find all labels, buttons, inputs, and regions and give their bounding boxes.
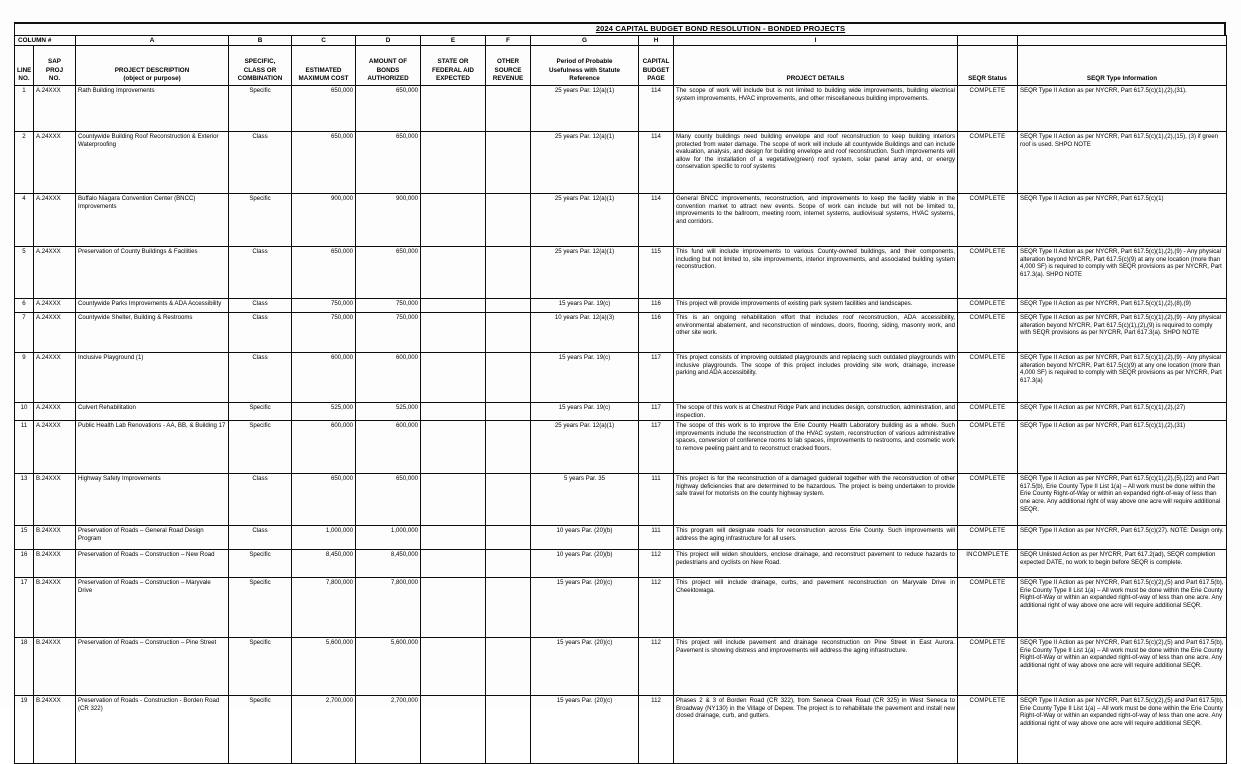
cell-capital-budget-page: 111 <box>639 526 674 550</box>
cell-sap-project-number: A.24XXX <box>34 421 76 474</box>
column-hash-label: COLUMN # <box>15 36 76 46</box>
cell-period-of-probable-usefulness: 10 years Par. (20)(b) <box>531 550 639 578</box>
cell-line-number: 6 <box>15 299 34 313</box>
cell-project-details: This project will provide improvements of existing park system facilities and landscapes. <box>674 299 958 313</box>
cell-seqr-status: COMPLETE <box>958 353 1018 403</box>
cell-seqr-status: COMPLETE <box>958 194 1018 247</box>
cell-sap-project-number: A.24XXX <box>34 86 76 132</box>
cell-sap-project-number: A.24XXX <box>34 299 76 313</box>
table-row <box>15 299 1227 313</box>
cell-project-description: Preservation of Roads – General Road Design Program <box>76 526 229 550</box>
cell-sap-project-number: B.24XXX <box>34 550 76 578</box>
cell-state-or-federal-aid-expected <box>421 194 486 247</box>
cell-specific-class-combination: Class <box>229 353 292 403</box>
cell-amount-of-bonds-authorized: 525,000 <box>356 403 421 421</box>
cell-period-of-probable-usefulness: 15 years Par. 19(c) <box>531 403 639 421</box>
column-header-seqr-type-information: SEQR Type Information <box>1018 46 1227 86</box>
cell-seqr-status: INCOMPLETE <box>958 550 1018 578</box>
cell-project-description: Inclusive Playground (1) <box>76 353 229 403</box>
cell-other-source-revenue <box>486 194 531 247</box>
table-row <box>15 550 1227 578</box>
cell-project-description: Public Health Lab Renovations - AA, BB, & Building 17 <box>76 421 229 474</box>
cell-seqr-type-information: SEQR Type II Action as per NYCRR, Part 617.5(c)(1),(2),(9) - Any physical alteration beyond NYCRR, Part 617.5(c)(9) at any one location (more than 4,000 SF) is required to comply with SEQR provisions as per NYCRR, Part 617.3(a). SHPO NOTE <box>1018 247 1227 299</box>
cell-state-or-federal-aid-expected <box>421 421 486 474</box>
cell-project-description: Preservation of Roads - Construction - Borden Road (CR 322) <box>76 696 229 764</box>
cell-other-source-revenue <box>486 638 531 696</box>
cell-period-of-probable-usefulness: 25 years Par. 12(a)(1) <box>531 247 639 299</box>
column-letter-C: C <box>292 36 356 46</box>
cell-seqr-type-information: SEQR Type II Action as per NYCRR, Part 617.5(c)(1),(2),(27) <box>1018 403 1227 421</box>
cell-line-number: 5 <box>15 247 34 299</box>
cell-seqr-status: COMPLETE <box>958 696 1018 764</box>
cell-capital-budget-page: 112 <box>639 550 674 578</box>
cell-period-of-probable-usefulness: 15 years Par. 19(c) <box>531 353 639 403</box>
column-header-other-source-revenue: OTHER SOURCE REVENUE <box>486 46 531 86</box>
column-letter-E: E <box>421 36 486 46</box>
column-letter-I: I <box>674 36 958 46</box>
cell-specific-class-combination: Specific <box>229 86 292 132</box>
cell-state-or-federal-aid-expected <box>421 696 486 764</box>
cell-amount-of-bonds-authorized: 650,000 <box>356 474 421 526</box>
cell-capital-budget-page: 114 <box>639 194 674 247</box>
cell-amount-of-bonds-authorized: 750,000 <box>356 313 421 353</box>
table-row <box>15 578 1227 638</box>
cell-sap-project-number: B.24XXX <box>34 696 76 764</box>
cell-project-details: General BNCC improvements, reconstruction, and improvements to keep the facility viable in the convention market to attract new events. Scope of work can include but will not be limited to, improvements to the ballroom, meeting room, internet systems, audiovisual systems, HVAC systems, and corridors. <box>674 194 958 247</box>
cell-specific-class-combination: Class <box>229 247 292 299</box>
cell-seqr-type-information: SEQR Unlisted Action as per NYCRR, Part 617.2(ad), SEQR completion expected DATE, no work to begin before SEQR is complete. <box>1018 550 1227 578</box>
cell-project-description: Preservation of Roads – Construction – Maryvale Drive <box>76 578 229 638</box>
cell-capital-budget-page: 117 <box>639 353 674 403</box>
cell-seqr-status: COMPLETE <box>958 526 1018 550</box>
cell-project-details: This is an ongoing rehabilitation effort that includes roof reconstruction, ADA accessibility, environmental abatement, and reconstruction of windows, doors, flooring, siding, masonry work, and other site work. <box>674 313 958 353</box>
cell-other-source-revenue <box>486 550 531 578</box>
cell-project-description: Preservation of Roads – Construction – New Road <box>76 550 229 578</box>
cell-specific-class-combination: Class <box>229 474 292 526</box>
cell-amount-of-bonds-authorized: 7,800,000 <box>356 578 421 638</box>
cell-capital-budget-page: 112 <box>639 578 674 638</box>
table-row <box>15 132 1227 194</box>
column-letter-blank <box>1018 36 1227 46</box>
cell-specific-class-combination: Specific <box>229 578 292 638</box>
cell-sap-project-number: B.24XXX <box>34 526 76 550</box>
cell-project-details: The scope of this work is to improve the Erie County Health Laboratory building as a whole. Such improvements include the reconstruction of the HVAC system, reconstruction of various administrative spaces, conversion of conference rooms to lab spaces, improvements to restrooms, and cosmetic work to remove peeling paint and to reconstruct cracked floors. <box>674 421 958 474</box>
cell-line-number: 13 <box>15 474 34 526</box>
column-letter-A: A <box>76 36 229 46</box>
cell-state-or-federal-aid-expected <box>421 247 486 299</box>
cell-other-source-revenue <box>486 403 531 421</box>
cell-seqr-type-information: SEQR Type II Action as per NYCRR, Part 617.5(c)(2),(5) and Part 617.5(b), Erie County Type II List 1(a) – All work must be done within the Erie County Right-of-Way or within an expanded right-of-way of less than one acre. Any additional right of way above one acre will require additional SEQR. <box>1018 638 1227 696</box>
table-row <box>15 696 1227 764</box>
cell-state-or-federal-aid-expected <box>421 313 486 353</box>
cell-seqr-type-information: SEQR Type II Action as per NYCRR, Part 617.5(c)(1),(2),(15), (3) if green roof is used. SHPO NOTE <box>1018 132 1227 194</box>
cell-seqr-type-information: SEQR Type II Action as per NYCRR, Part 617.5(c)(1),(2),(8),(9) <box>1018 299 1227 313</box>
cell-seqr-status: COMPLETE <box>958 86 1018 132</box>
cell-specific-class-combination: Specific <box>229 194 292 247</box>
column-letter-blank <box>958 36 1018 46</box>
cell-amount-of-bonds-authorized: 900,000 <box>356 194 421 247</box>
cell-other-source-revenue <box>486 313 531 353</box>
cell-amount-of-bonds-authorized: 600,000 <box>356 353 421 403</box>
cell-other-source-revenue <box>486 86 531 132</box>
cell-specific-class-combination: Specific <box>229 550 292 578</box>
cell-estimated-maximum-cost: 525,000 <box>292 403 356 421</box>
cell-state-or-federal-aid-expected <box>421 353 486 403</box>
cell-state-or-federal-aid-expected <box>421 299 486 313</box>
cell-capital-budget-page: 117 <box>639 421 674 474</box>
cell-state-or-federal-aid-expected <box>421 526 486 550</box>
cell-period-of-probable-usefulness: 15 years Par. 19(c) <box>531 299 639 313</box>
cell-state-or-federal-aid-expected <box>421 578 486 638</box>
column-header-sap-proj-no: SAP PROJ NO. <box>34 46 76 86</box>
cell-project-details: This project will widen shoulders, enclose drainage, and reconstruct pavement to reduce hazards to pedestrians and cyclists on New Road. <box>674 550 958 578</box>
cell-specific-class-combination: Specific <box>229 403 292 421</box>
cell-specific-class-combination: Specific <box>229 638 292 696</box>
column-header-specific-class-or-combination: SPECIFIC, CLASS OR COMBINATION <box>229 46 292 86</box>
column-header-amount-of-bonds-authorized: AMOUNT OF BONDS AUTHORIZED <box>356 46 421 86</box>
cell-estimated-maximum-cost: 650,000 <box>292 474 356 526</box>
cell-specific-class-combination: Class <box>229 526 292 550</box>
cell-period-of-probable-usefulness: 25 years Par. 12(a)(1) <box>531 132 639 194</box>
cell-sap-project-number: B.24XXX <box>34 474 76 526</box>
cell-line-number: 7 <box>15 313 34 353</box>
cell-specific-class-combination: Specific <box>229 696 292 764</box>
bond-resolution-table <box>14 35 1227 764</box>
cell-estimated-maximum-cost: 750,000 <box>292 313 356 353</box>
cell-project-description: Preservation of Roads – Construction – Pine Street <box>76 638 229 696</box>
cell-amount-of-bonds-authorized: 2,700,000 <box>356 696 421 764</box>
cell-state-or-federal-aid-expected <box>421 86 486 132</box>
cell-project-details: This project will include drainage, curbs, and pavement reconstruction on Maryvale Drive in Cheektowaga. <box>674 578 958 638</box>
cell-capital-budget-page: 112 <box>639 638 674 696</box>
column-header-project-description-object-or-purpos: PROJECT DESCRIPTION (object or purpose) <box>76 46 229 86</box>
cell-other-source-revenue <box>486 299 531 313</box>
cell-seqr-status: COMPLETE <box>958 247 1018 299</box>
cell-project-description: Countywide Parks Improvements & ADA Accessibility <box>76 299 229 313</box>
column-letter-H: H <box>639 36 674 46</box>
cell-seqr-type-information: SEQR Type II Action as per NYCRR, Part 617.5(c)(2),(5) and Part 617.5(b), Erie County Type II List 1(a) – All work must be done within the Erie County Right-of-Way or within an expanded right-of-way of less than one acre. Any additional right of way above one acre will require additional SEQR. <box>1018 696 1227 764</box>
cell-line-number: 15 <box>15 526 34 550</box>
cell-project-details: The scope of this work is at Chestnut Ridge Park and includes design, construction, administration, and inspection. <box>674 403 958 421</box>
cell-seqr-status: COMPLETE <box>958 403 1018 421</box>
cell-sap-project-number: A.24XXX <box>34 194 76 247</box>
cell-project-description: Rath Building Improvements <box>76 86 229 132</box>
cell-line-number: 18 <box>15 638 34 696</box>
cell-state-or-federal-aid-expected <box>421 403 486 421</box>
table-row <box>15 421 1227 474</box>
cell-project-description: Buffalo Niagara Convention Center (BNCC) Improvements <box>76 194 229 247</box>
column-letter-row <box>15 36 1227 46</box>
table-row <box>15 526 1227 550</box>
column-header-estimated-maximum-cost: ESTIMATED MAXIMUM COST <box>292 46 356 86</box>
cell-amount-of-bonds-authorized: 1,000,000 <box>356 526 421 550</box>
table-body <box>15 36 1227 764</box>
column-header-line-no: LINE NO. <box>15 46 34 86</box>
cell-state-or-federal-aid-expected <box>421 474 486 526</box>
cell-seqr-status: COMPLETE <box>958 474 1018 526</box>
cell-capital-budget-page: 114 <box>639 132 674 194</box>
cell-project-details: The scope of work will include but is not limited to building wide improvements, building electrical system improvements, HVAC improvements, and other miscellaneous building improvements. <box>674 86 958 132</box>
table-row <box>15 403 1227 421</box>
cell-period-of-probable-usefulness: 25 years Par. 12(a)(1) <box>531 194 639 247</box>
cell-estimated-maximum-cost: 7,800,000 <box>292 578 356 638</box>
cell-seqr-status: COMPLETE <box>958 421 1018 474</box>
table-row <box>15 474 1227 526</box>
cell-sap-project-number: A.24XXX <box>34 353 76 403</box>
cell-capital-budget-page: 111 <box>639 474 674 526</box>
cell-seqr-type-information: SEQR Type II Action as per NYCRR, Part 617.5(c)(2),(5) and Part 617.5(b), Erie County Type II List 1(a) – All work must be done within the Erie County Right-of-Way or within an expanded right-of-way of less than one acre. Any additional right of way above one acre will require additional SEQR. <box>1018 578 1227 638</box>
title-band <box>14 22 1226 35</box>
cell-line-number: 16 <box>15 550 34 578</box>
cell-sap-project-number: A.24XXX <box>34 247 76 299</box>
cell-specific-class-combination: Class <box>229 313 292 353</box>
cell-other-source-revenue <box>486 526 531 550</box>
cell-seqr-status: COMPLETE <box>958 313 1018 353</box>
cell-sap-project-number: B.24XXX <box>34 578 76 638</box>
cell-state-or-federal-aid-expected <box>421 132 486 194</box>
header-row <box>15 46 1227 86</box>
cell-line-number: 9 <box>15 353 34 403</box>
cell-amount-of-bonds-authorized: 750,000 <box>356 299 421 313</box>
column-letter-D: D <box>356 36 421 46</box>
cell-project-description: Countywide Shelter, Building & Restrooms <box>76 313 229 353</box>
cell-project-details: Phases 2 & 3 of Borden Road (CR 322), from Seneca Creek Road (CR 325) in West Seneca to Broadway (NY130) in the Village of Depew. The project is to rehabilitate the pavement and install new closed drainage, curb, and gutters. <box>674 696 958 764</box>
cell-project-details: This project consists of improving outdated playgrounds and replacing such outdated playgrounds with inclusive playgrounds. The scope of this project includes providing site work, drainage, increase parking and ADA accessibility. <box>674 353 958 403</box>
cell-line-number: 11 <box>15 421 34 474</box>
column-header-capital-budget-page: CAPITAL BUDGET PAGE <box>639 46 674 86</box>
cell-amount-of-bonds-authorized: 8,450,000 <box>356 550 421 578</box>
table-row <box>15 247 1227 299</box>
cell-sap-project-number: A.24XXX <box>34 132 76 194</box>
cell-seqr-type-information: SEQR Type II Action as per NYCRR, Part 617.5(c)(1),(2),(31) <box>1018 421 1227 474</box>
cell-capital-budget-page: 112 <box>639 696 674 764</box>
cell-line-number: 1 <box>15 86 34 132</box>
column-header-period-of-probable-usefulness-with-s: Period of Probable Usefulness with Statute Reference <box>531 46 639 86</box>
cell-other-source-revenue <box>486 247 531 299</box>
cell-seqr-type-information: SEQR Type II Action as per NYCRR, Part 617.5(c)(1),(2),(9) - Any physical alteration beyond NYCRR, Part 617.5(c)(9) at any one location (more than 4,000 SF) is required to comply with SEQR provisions as per NYCRR, Part 617.3(a) <box>1018 353 1227 403</box>
column-letter-G: G <box>531 36 639 46</box>
cell-line-number: 19 <box>15 696 34 764</box>
cell-other-source-revenue <box>486 132 531 194</box>
cell-period-of-probable-usefulness: 5 years Par. 35 <box>531 474 639 526</box>
cell-project-description: Highway Safety Improvements <box>76 474 229 526</box>
cell-estimated-maximum-cost: 1,000,000 <box>292 526 356 550</box>
cell-capital-budget-page: 115 <box>639 247 674 299</box>
cell-estimated-maximum-cost: 750,000 <box>292 299 356 313</box>
cell-project-description: Countywide Building Roof Reconstruction & Exterior Waterproofing <box>76 132 229 194</box>
cell-seqr-status: COMPLETE <box>958 299 1018 313</box>
column-letter-F: F <box>486 36 531 46</box>
cell-estimated-maximum-cost: 600,000 <box>292 353 356 403</box>
cell-seqr-type-information: SEQR Type II Action as per NYCRR, Part 617.5(c)(27). NOTE: Design only. <box>1018 526 1227 550</box>
cell-other-source-revenue <box>486 578 531 638</box>
cell-period-of-probable-usefulness: 15 years Par. (20)(c) <box>531 578 639 638</box>
cell-estimated-maximum-cost: 5,600,000 <box>292 638 356 696</box>
cell-period-of-probable-usefulness: 10 years Par. 12(a)(3) <box>531 313 639 353</box>
cell-period-of-probable-usefulness: 25 years Par. 12(a)(1) <box>531 86 639 132</box>
cell-estimated-maximum-cost: 8,450,000 <box>292 550 356 578</box>
cell-estimated-maximum-cost: 2,700,000 <box>292 696 356 764</box>
table-row <box>15 353 1227 403</box>
table-row <box>15 194 1227 247</box>
page-title: 2024 CAPITAL BUDGET BOND RESOLUTION - BONDED PROJECTS <box>595 24 846 33</box>
cell-sap-project-number: A.24XXX <box>34 403 76 421</box>
cell-project-details: This fund will include improvements to various County-owned buildings, and their components, including but not limited to, site improvements, interior improvements, and associated building system reconstruction. <box>674 247 958 299</box>
cell-capital-budget-page: 116 <box>639 299 674 313</box>
cell-other-source-revenue <box>486 696 531 764</box>
cell-period-of-probable-usefulness: 10 years Par. (20)(b) <box>531 526 639 550</box>
cell-estimated-maximum-cost: 600,000 <box>292 421 356 474</box>
cell-project-details: Many county buildings need building envelope and roof reconstruction to keep building interiors protected from water damage. The scope of work will include all countywide Buildings and can include evaluation, analysis, and design for building envelope and roof reconstruction. Such improvements will allow for the installation of a vegetative(green) roof system, solar panel array and, or energy conservation specific to roof systems <box>674 132 958 194</box>
cell-project-description: Culvert Rehabilitation <box>76 403 229 421</box>
cell-project-details: This program will designate roads for reconstruction across Erie County. Such improvements will address the aging infrastructure for all users. <box>674 526 958 550</box>
column-header-project-details: PROJECT DETAILS <box>674 46 958 86</box>
cell-line-number: 17 <box>15 578 34 638</box>
cell-period-of-probable-usefulness: 25 years Par. 12(a)(1) <box>531 421 639 474</box>
cell-seqr-type-information: SEQR Type II Action as per NYCRR, Part 617.5(c)(1),(2),(31). <box>1018 86 1227 132</box>
cell-capital-budget-page: 116 <box>639 313 674 353</box>
cell-line-number: 2 <box>15 132 34 194</box>
cell-seqr-status: COMPLETE <box>958 132 1018 194</box>
cell-seqr-status: COMPLETE <box>958 578 1018 638</box>
cell-period-of-probable-usefulness: 15 years Par. (20)(c) <box>531 638 639 696</box>
cell-line-number: 4 <box>15 194 34 247</box>
cell-amount-of-bonds-authorized: 650,000 <box>356 247 421 299</box>
cell-sap-project-number: B.24XXX <box>34 638 76 696</box>
cell-line-number: 10 <box>15 403 34 421</box>
cell-amount-of-bonds-authorized: 600,000 <box>356 421 421 474</box>
cell-specific-class-combination: Class <box>229 132 292 194</box>
cell-seqr-type-information: SEQR Type II Action as per NYCRR, Part 617.5(c)(1) <box>1018 194 1227 247</box>
cell-project-description: Preservation of County Buildings & Facilities <box>76 247 229 299</box>
cell-state-or-federal-aid-expected <box>421 550 486 578</box>
cell-specific-class-combination: Class <box>229 299 292 313</box>
cell-project-details: This project will include pavement and drainage reconstruction on Pine Street in East Aurora. Pavement is showing distress and improvements will address the aging infrastructure. <box>674 638 958 696</box>
cell-amount-of-bonds-authorized: 5,600,000 <box>356 638 421 696</box>
cell-estimated-maximum-cost: 650,000 <box>292 86 356 132</box>
cell-capital-budget-page: 114 <box>639 86 674 132</box>
cell-period-of-probable-usefulness: 15 years Par. (20)(c) <box>531 696 639 764</box>
cell-seqr-type-information: SEQR Type II Action as per NYCRR, Part 617.5(c)(1),(2),(9) - Any physical alteration beyond NYCRR, Part 617.5(c)(1),(2),(9) is required to comply with SEQR provisions as per NYCRR, Part 617.3(a). SHPO NOTE <box>1018 313 1227 353</box>
cell-other-source-revenue <box>486 474 531 526</box>
cell-capital-budget-page: 117 <box>639 403 674 421</box>
cell-seqr-type-information: SEQR Type II Action as per NYCRR, Part 617.5(c)(1),(2),(5),(22) and Part 617.5(b), Erie County Type II List 1(a) – All work must be done within the Erie County Right-of-Way or within an expanded right-of-way of less than one acre. Any additional right of way above one acre will require additional SEQR. <box>1018 474 1227 526</box>
cell-other-source-revenue <box>486 421 531 474</box>
column-header-seqr-status: SEQR Status <box>958 46 1018 86</box>
cell-estimated-maximum-cost: 650,000 <box>292 247 356 299</box>
cell-amount-of-bonds-authorized: 650,000 <box>356 86 421 132</box>
cell-estimated-maximum-cost: 900,000 <box>292 194 356 247</box>
table-row <box>15 86 1227 132</box>
cell-other-source-revenue <box>486 353 531 403</box>
cell-amount-of-bonds-authorized: 650,000 <box>356 132 421 194</box>
cell-estimated-maximum-cost: 650,000 <box>292 132 356 194</box>
table-row <box>15 638 1227 696</box>
cell-sap-project-number: A.24XXX <box>34 313 76 353</box>
cell-state-or-federal-aid-expected <box>421 638 486 696</box>
column-header-state-or-federal-aid-expected: STATE OR FEDERAL AID EXPECTED <box>421 46 486 86</box>
cell-seqr-status: COMPLETE <box>958 638 1018 696</box>
cell-specific-class-combination: Specific <box>229 421 292 474</box>
column-letter-B: B <box>229 36 292 46</box>
cell-project-details: This project is for the reconstruction of a damaged guiderail together with the reconstruction of other highway deficiencies that are determined to be hazardous. The project is being undertaken to provide safe travel for motorists on the county highway system. <box>674 474 958 526</box>
table-row <box>15 313 1227 353</box>
